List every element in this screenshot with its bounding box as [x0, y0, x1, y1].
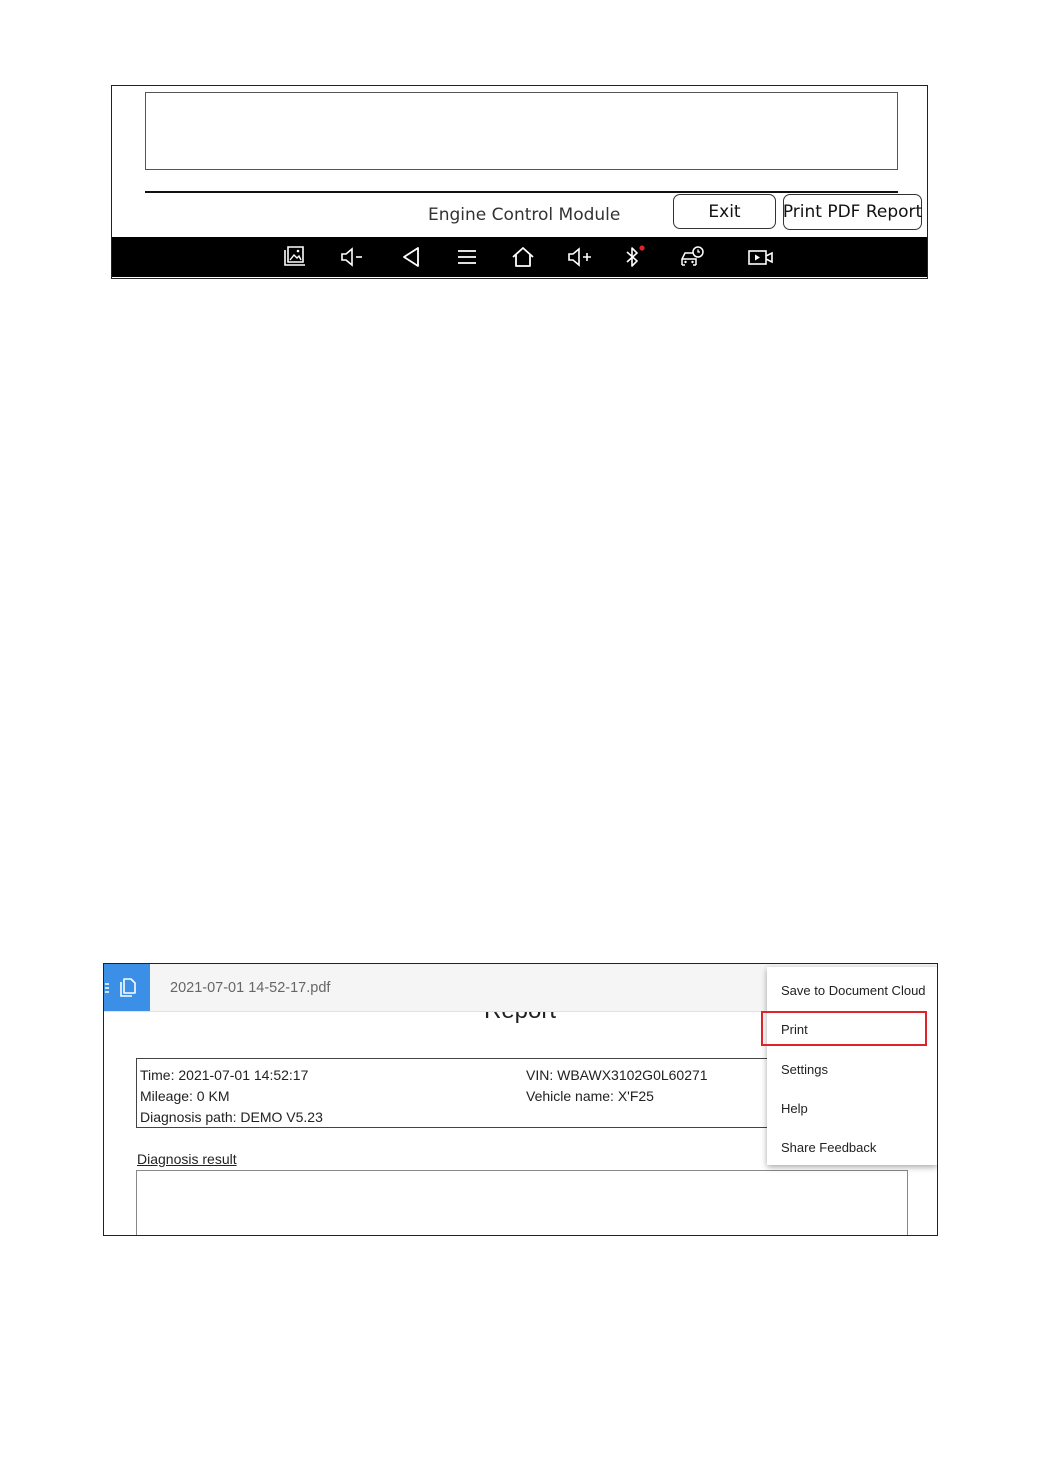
info-vehicle-name: Vehicle name: X'F25	[526, 1088, 654, 1104]
menu-item-help[interactable]	[767, 1089, 937, 1127]
info-mileage: Mileage: 0 KM	[140, 1088, 230, 1104]
car-diagnosis-icon[interactable]	[679, 244, 705, 270]
print-pdf-report-button[interactable]: Print PDF Report	[783, 194, 922, 230]
print-highlight-box	[761, 1011, 927, 1046]
home-icon[interactable]	[510, 244, 536, 270]
document-icon	[104, 964, 150, 1011]
info-vin: VIN: WBAWX3102G0L60271	[526, 1067, 708, 1083]
menu-icon[interactable]	[454, 244, 480, 270]
screenshot-icon[interactable]	[282, 244, 308, 270]
menu-item-label: Print	[781, 1022, 808, 1037]
file-name: 2021-07-01 14-52-17.pdf	[170, 980, 331, 996]
info-time: Time: 2021-07-01 14:52:17	[140, 1067, 309, 1083]
menu-item-settings[interactable]	[767, 1050, 937, 1088]
overflow-menu	[767, 967, 937, 1165]
content-panel	[145, 92, 898, 170]
menu-item-label: Share Feedback	[781, 1140, 877, 1155]
volume-down-icon[interactable]	[339, 244, 365, 270]
diagnostic-screen	[111, 85, 928, 279]
bluetooth-icon[interactable]	[620, 244, 646, 270]
system-navigation-bar	[112, 237, 927, 277]
diagnosis-result-label: Diagnosis result	[137, 1151, 237, 1167]
menu-item-save-to-document-cloud[interactable]	[767, 971, 937, 1009]
volume-up-icon[interactable]	[566, 244, 592, 270]
menu-item-share-feedback[interactable]	[767, 1128, 937, 1166]
back-icon[interactable]	[398, 244, 424, 270]
diagnosis-result-box	[136, 1170, 908, 1236]
info-diagnosis-path: Diagnosis path: DEMO V5.23	[140, 1109, 323, 1125]
menu-item-label: Help	[781, 1101, 808, 1116]
menu-item-label: Save to Document Cloud	[781, 983, 926, 998]
pdf-viewer-screen	[103, 963, 938, 1236]
exit-button[interactable]: Exit	[673, 194, 776, 229]
document-tab[interactable]	[104, 964, 150, 1011]
screen-record-icon[interactable]	[747, 244, 773, 270]
module-title: Engine Control Module	[428, 205, 621, 225]
divider	[145, 191, 898, 193]
menu-item-label: Settings	[781, 1062, 828, 1077]
